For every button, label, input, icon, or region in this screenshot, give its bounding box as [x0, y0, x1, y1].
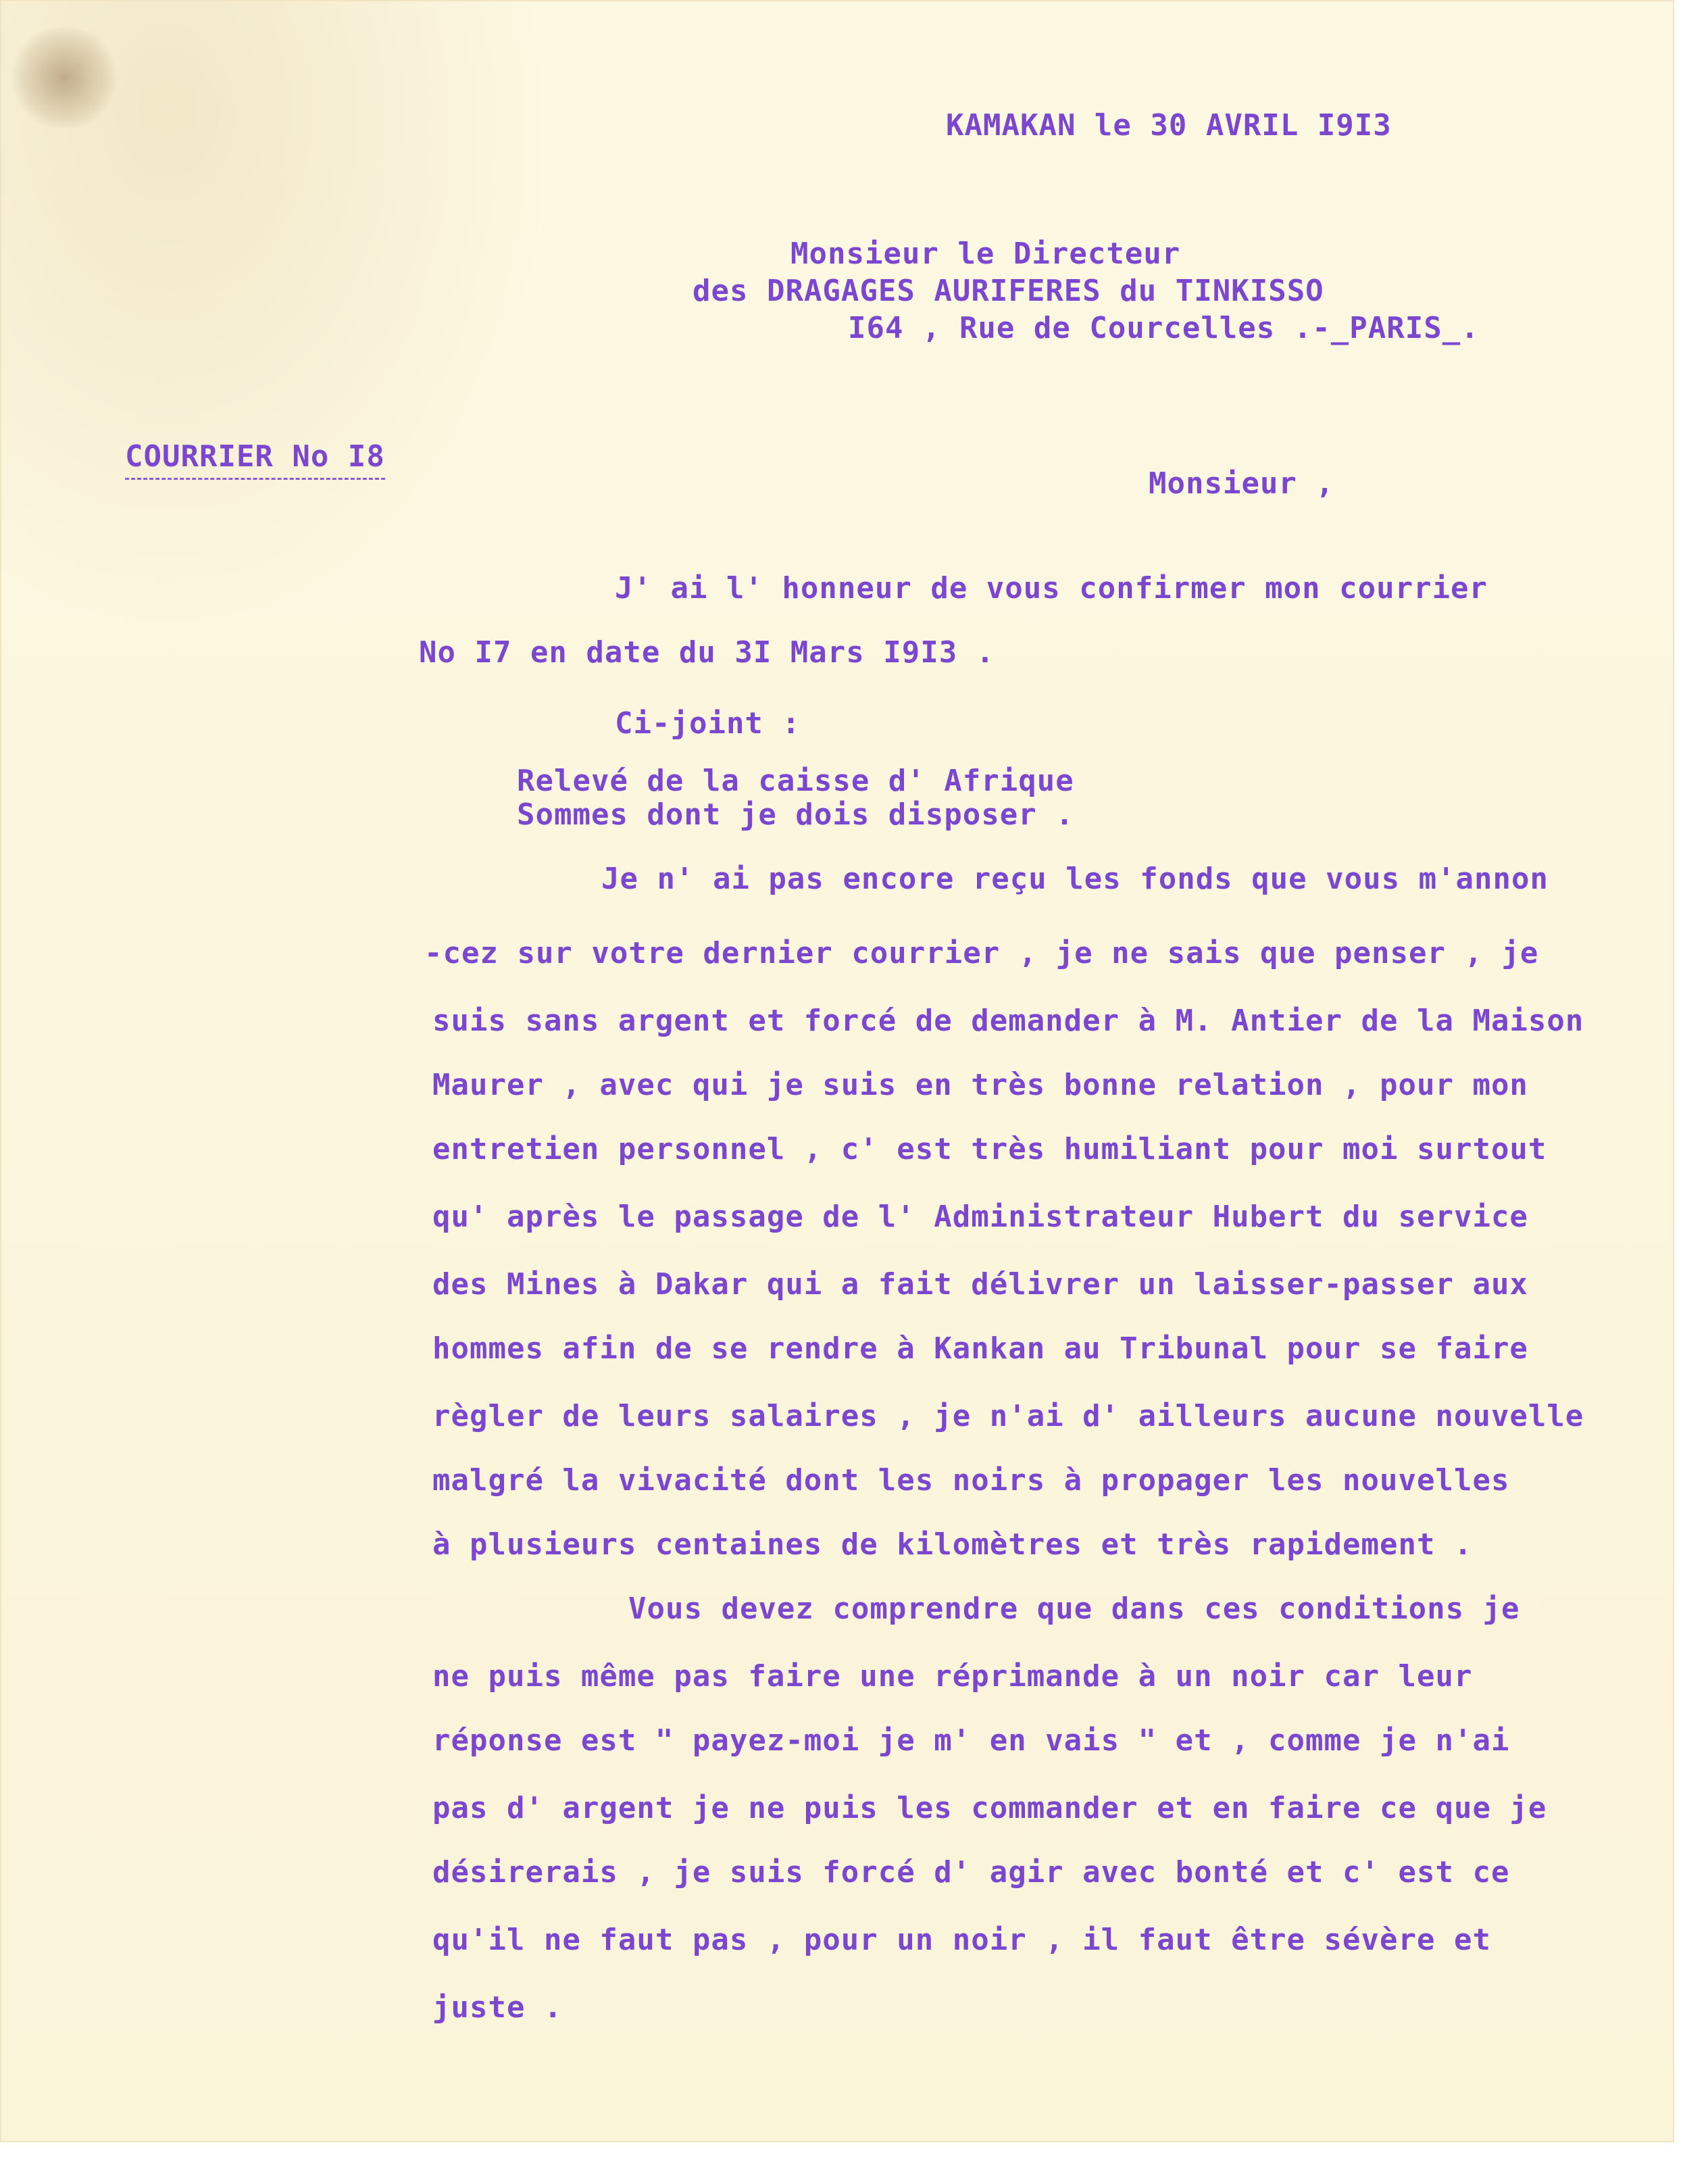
date-line: KAMAKAN le 30 AVRIL I9I3: [946, 108, 1392, 143]
body-line: à plusieurs centaines de kilomètres et très rapidement .: [432, 1527, 1473, 1562]
salutation: Monsieur ,: [1149, 466, 1334, 501]
address-line-2: des DRAGAGES AURIFERES du TINKISSO: [693, 274, 1324, 308]
body-line: ne puis même pas faire une réprimande à un noir car leur: [432, 1659, 1473, 1694]
enclosure-item: Sommes dont je dois disposer .: [517, 797, 1074, 832]
body-line: qu' après le passage de l' Administrateur Hubert du service: [432, 1200, 1528, 1234]
address-line-1: Monsieur le Directeur: [790, 237, 1181, 271]
body-line: juste .: [432, 1990, 563, 2025]
courier-reference: COURRIER No I8: [125, 439, 385, 480]
body-line: J' ai l' honneur de vous confirmer mon courrier: [615, 571, 1488, 606]
body-line: pas d' argent je ne puis les commander et en faire ce que je: [432, 1791, 1547, 1825]
body-line: Maurer , avec qui je suis en très bonne relation , pour mon: [432, 1068, 1528, 1102]
body-line: Vous devez comprendre que dans ces conditions je: [628, 1592, 1520, 1626]
body-line: malgré la vivacité dont les noirs à propager les nouvelles: [432, 1463, 1510, 1498]
body-line: des Mines à Dakar qui a fait délivrer un laisser-passer aux: [432, 1267, 1528, 1302]
body-line: hommes afin de se rendre à Kankan au Tribunal pour se faire: [432, 1331, 1528, 1366]
body-line: règler de leurs salaires , je n'ai d' ailleurs aucune nouvelle: [432, 1399, 1584, 1433]
body-line: -cez sur votre dernier courrier , je ne sais que penser , je: [424, 936, 1539, 970]
body-line: Je n' ai pas encore reçu les fonds que vous m'annon: [601, 862, 1549, 896]
body-line: suis sans argent et forcé de demander à M. Antier de la Maison: [432, 1004, 1584, 1038]
enclosure-item: Relevé de la caisse d' Afrique: [517, 764, 1074, 798]
body-line: réponse est " payez-moi je m' en vais " et , comme je n'ai: [432, 1723, 1510, 1758]
body-line: qu'il ne faut pas , pour un noir , il faut être sévère et: [432, 1923, 1491, 1957]
body-line: No I7 en date du 3I Mars I9I3 .: [419, 635, 995, 670]
body-line: désirerais , je suis forcé d' agir avec bonté et c' est ce: [432, 1855, 1510, 1890]
body-line: entretien personnel , c' est très humiliant pour moi surtout: [432, 1132, 1547, 1166]
body-line: Ci-joint :: [615, 706, 801, 741]
address-line-3: I64 , Rue de Courcelles .-_PARIS_.: [848, 311, 1480, 345]
paper-stain: [7, 27, 122, 128]
